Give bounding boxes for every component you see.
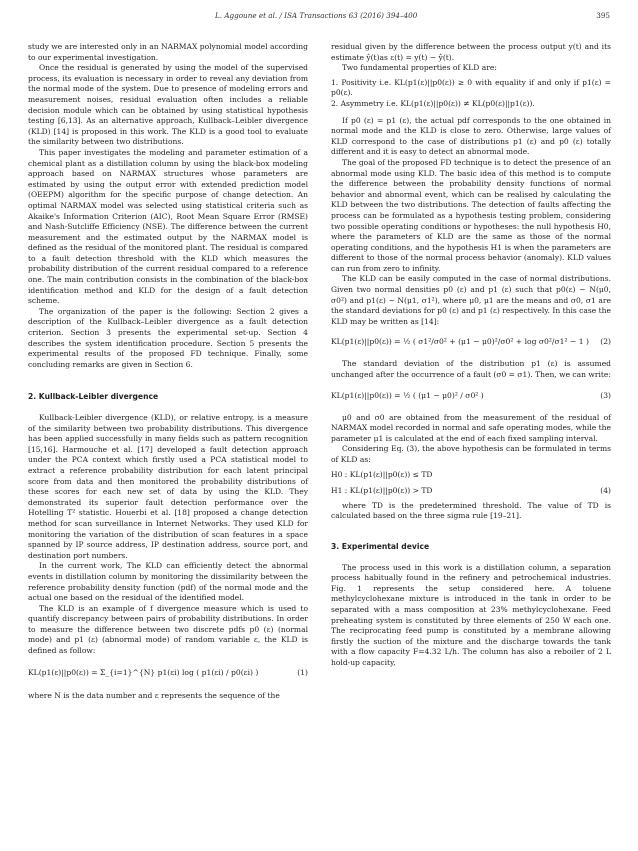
paragraph: Considering Eq. (3), the above hypothesis can be formulated in terms of KLD as:: [331, 444, 611, 464]
paragraph: residual given by the difference between the process output y(t) and its estimate ŷ(t)as ε(t) = y(t) − ŷ(t).: [331, 42, 611, 62]
paragraph: If p0 (ε) = p1 (ε), the actual pdf corresponds to the one obtained in normal mode and the KLD is close to zero. Otherwise, large values of KLD correspond to the case of distributions p1 (ε) and p0 (ε) totally different and it is easy to detect an abnormal mode.: [331, 115, 611, 157]
equation-3: [331, 383, 611, 411]
equation-expression: KL(p1(ε)||p0(ε)) = ½ ( σ1²/σ0² + (μ1 − μ0)²/σ0² + log σ0²/σ1² − 1 ): [331, 337, 589, 347]
paragraph: The standard deviation of the distribution p1 (ε) is assumed unchanged after the occurrence of a fault (σ0 = σ1). Then, we can write:: [331, 359, 611, 380]
equation-expression: KL(p1(ε)||p0(ε)) = ½ ( (μ1 − μ0)² / σ0² ): [331, 390, 484, 400]
equation-1: [28, 659, 308, 689]
section-heading: 2. Kullback-Leibler divergence: [28, 392, 159, 402]
paragraph: The process used in this work is a distillation column, a separation process habitually found in the refinery and petrochemical industries. Fig. 1 represents the setup considered here. A toluene methylcyclohexane mixture is introduced in the tank in order to be separated with a mass composition at 23% methylcyclohexane. Feed preheating system is constituted by three elements of 250 W each one. The reciprocating feed pump is constituted by a membrane allowing firstly the suction of the mixture and the discharge towards the tank with a flow capacity F=4.32 L/h. The column has also a reboiler of 2 L hold-up capacity,: [331, 562, 611, 667]
section-heading: 3. Experimental device: [331, 541, 430, 551]
paragraph: The organization of the paper is the following: Section 2 gives a description of the Kullback–Leibler divergence as a fault detection criterion. Section 3 presents the experimental set-up. Section 4 describes the system identification procedure. Section 5 presents the experimental results of the proposed FD technique. Finally, some concluding remarks are given in Section 6.: [28, 306, 308, 369]
equation-expression: KL(p1(ε)||p0(ε)) = Σ_{i=1}^{N} p1(εi) log ( p1(εi) / p0(εi) ): [28, 667, 259, 677]
paragraph: The KLD is an example of f divergence measure which is used to quantify discrepancy between pairs of probability distributions. In order to measure the difference between two discrete pdfs p0 (ε) (normal mode) and p1 (ε) (abnormal mode) of random variable ε, the KLD is defined as follow:: [28, 603, 308, 656]
paragraph: where TD is the predetermined threshold. The value of TD is calculated based on the three sigma rule [19–21].: [331, 500, 611, 521]
equation-2: [331, 329, 611, 357]
list-item: 2. Asymmetry i.e. KL(p1(ε)||p0(ε)) ≠ KL(p0(ε)||p1(ε)).: [331, 98, 535, 108]
paragraph: study we are interested only in an NARMAX polynomial model according to our experimental investigation.: [28, 42, 308, 62]
running-header: [0, 11, 638, 27]
hypothesis-h1: H1 : KL(p1(ε)||p0(ε)) > TD: [331, 486, 433, 496]
paragraph: Once the residual is generated by using the model of the supervised process, its evaluation is necessary in order to reveal any deviation from the normal mode of the system. Due to presence of modeling errors and measurement noises, residual evaluation often includes a reliable decision module which can be obtained by using statistical hypothesis testing [6,13]. As an alternative approach, Kullback–Leibler divergence (KLD) [14] is proposed in this work. The KLD is a good tool to evaluate the similarity between two distributions.: [28, 63, 308, 147]
left-column: [28, 42, 308, 701]
paragraph: The KLD can be easily computed in the case of normal distributions. Given two normal densities p0 (ε) and p1 (ε) such that p0(ε) ~ N(μ0, σ0²) and p1(ε) ~ N(μ1, σ1²), where μ0, μ1 are the means and σ0, σ1 are the standard deviations for p0 (ε) and p1 (ε) respectively. In this case the KLD may be written as [14]:: [331, 274, 611, 326]
equation-number: (3): [600, 390, 611, 400]
paragraph: μ0 and σ0 are obtained from the measurement of the residual of NARMAX model recorded in normal and safe operating modes, while the parameter μ1 is calculated at the end of each fixed sampling interval.: [331, 412, 611, 443]
list-item: 1. Positivity i.e. KL(p1(ε)||p0(ε)) ≥ 0 with equality if and only if p1(ε) = p0(ε).: [331, 77, 611, 98]
page-number: 395: [596, 11, 610, 20]
paragraph: The goal of the proposed FD technique is to detect the presence of an abnormal mode using KLD. The basic idea of this method is to compute the difference between the probability density functions of normal behavior and abnormal event, which can be realised by calculating the KLD between the two distributions. The detection of faults affecting the process can be formulated as a hypothesis testing problem, considering two possible operating conditions or hypotheses: the null hypothesis H0, where the parameters of KLD are the same as those of the normal operating conditions, and the hypothesis H1 is when the parameters are different to those of the normal process behavior (anomaly). KLD values can run from zero to infinity.: [331, 157, 611, 273]
running-title: L. Aggoune et al. / ISA Transactions 63 (2016) 394–400: [215, 11, 418, 20]
paragraph: In the current work, The KLD can efficiently detect the abnormal events in distillation column by monitoring the dissimilarity between the reference probability density function (pdf) of the normal mode and the actual one based on the residual of the identified model.: [28, 561, 308, 603]
paragraph: Two fundamental properties of KLD are:: [342, 63, 497, 73]
paragraph: Kullback-Leibler divergence (KLD), or relative entropy, is a measure of the similarity between two probability distributions. This divergence has been applied successfully in many fields such as pattern recognition [15,16]. Harmouche et al. [17] developed a fault detection approach under the PCA context which firstly used a PCA statistical model to extract a reference probability distribution for each latent principal score from data and then monitored the probability distributions of these scores for each new set of data by using the KLD. They demonstrated its superior fault detection performance over the Hotelling T² statistic. Houerbi et al. [18] proposed a change detection method for scan surveillance in Internet Networks. They used KLD for monitoring the variation of the distribution of scan features in a space spanned by IP source address, IP destination address, source port, and destination port numbers.: [28, 413, 308, 560]
equation-number: (2): [600, 337, 611, 347]
equation-number: (4): [600, 486, 611, 496]
equation-number: (1): [297, 667, 308, 677]
paragraph: This paper investigates the modeling and parameter estimation of a chemical plant as a distillation column by using the black-box modeling approach based on NARMAX structures whose parameters are estimated by using the output error with extended prediction model (OEEPM) algorithm for the specific purpose of change detection. An optimal NARMAX model was selected using statistical criteria such as Akaike's Information Criterion (AIC), Root Mean Square Error (RMSE) and Nash-Sutcliffe Efficiency (NSE). The difference between the current measurement and the estimated output by the NARMAX model is defined as the residual of the monitored plant. The residual is compared to a fault detection threshold with the KLD which measures the probability distribution of the current residual compared to a reference one. The main contribution consists in the combination of the black-box identification method and KLD for the design of a fault detection scheme.: [28, 147, 308, 306]
right-column: [331, 42, 611, 669]
paragraph: where N is the data number and ε represents the sequence of the: [28, 690, 280, 700]
hypothesis-h0: H0 : KL(p1(ε)||p0(ε)) ≤ TD: [331, 469, 433, 479]
